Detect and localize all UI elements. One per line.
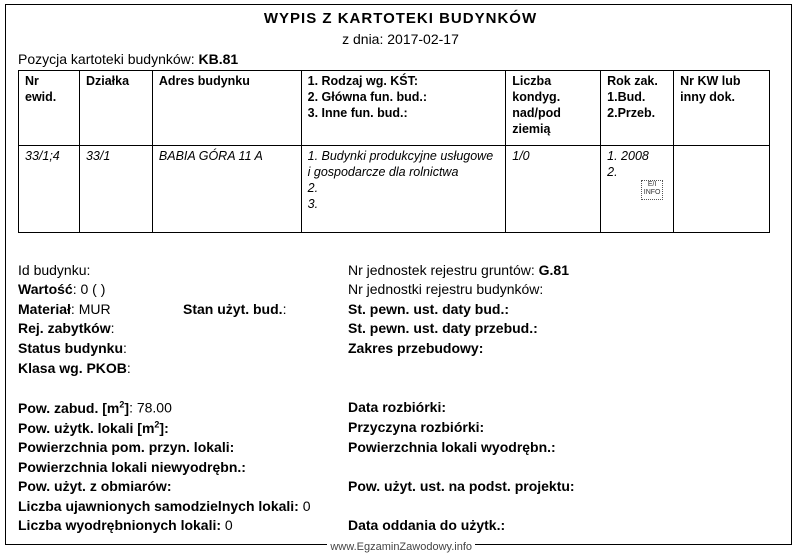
field-pow-niewyodr: Powierzchnia lokali niewyodrębn.: [18, 459, 246, 475]
buildings-table [18, 70, 770, 233]
field-data-rozbiorki: Data rozbiórki: [348, 399, 447, 415]
field-wartosc: Wartość: 0 ( ) [18, 281, 106, 297]
field-data-oddania: Data oddania do użytk.: [348, 517, 506, 533]
field-liczba-ujawn: Liczba ujawnionych samodzielnych lokali: 0 [18, 498, 311, 514]
cell-adres: BABIA GÓRA 11 A [152, 146, 301, 233]
field-id-budynku: Id budynku: [18, 262, 91, 278]
header-rok: Rok zak. 1.Bud. 2.Przeb. [601, 71, 674, 146]
table-row [19, 146, 770, 233]
position-value: KB.81 [198, 51, 239, 67]
cell-rok: 1. 2008 2.E/I INFO [601, 146, 674, 233]
field-przyczyna-rozbiorki: Przyczyna rozbiórki: [348, 419, 485, 435]
cell-nr-ewid: 33/1;4 [19, 146, 80, 233]
field-pow-uzytk: Pow. użytk. lokali $[m^2]$: [18, 419, 169, 436]
info-icon[interactable]: E/I INFO [641, 180, 663, 200]
field-material: Materiał: MUR [18, 301, 111, 317]
field-st-pewn-bud: St. pewn. ust. daty bud.: [348, 301, 509, 317]
field-status: Status budynku: [18, 340, 127, 356]
field-klasa-pkob: Klasa wg. PKOB: [18, 360, 131, 376]
header-liczba-kondygnacji: Liczba kondyg. nad/pod ziemią [506, 71, 601, 146]
field-zakres-przebudowy: Zakres przebudowy: [348, 340, 484, 356]
header-rodzaj: 1. Rodzaj wg. KŚT: 2. Główna fun. bud.: 3. Inne fun. bud.: [301, 71, 506, 146]
document-title: WYPIS Z KARTOTEKI BUDYNKÓW [263, 10, 538, 27]
field-st-pewn-przebud: St. pewn. ust. daty przebud.: [348, 320, 538, 336]
cell-dzialka: 33/1 [79, 146, 152, 233]
table-header-row [19, 71, 770, 146]
document-date: z dnia: 2017-02-17 [342, 31, 459, 47]
field-pow-przyn: Powierzchnia pom. przyn. lokali: [18, 439, 235, 455]
cell-rodzaj: 1. Budynki produkcyjne usługowe i gospodarcze dla rolnictwa 2. 3. [301, 146, 506, 233]
header-dzialka: Działka [79, 71, 152, 146]
header-adres: Adres budynku [152, 71, 301, 146]
header-nr-ewid: Nr ewid. [19, 71, 80, 146]
field-pow-projekt: Pow. użyt. ust. na podst. projektu: [348, 478, 575, 494]
cell-liczba: 1/0 [506, 146, 601, 233]
field-rej-zabytkow: Rej. zabytków: [18, 320, 115, 336]
header-nr-kw: Nr KW lub inny dok. [674, 71, 770, 146]
field-pow-zabud: Pow. zabud. $[m^2]$: 78.00 [18, 399, 172, 416]
watermark: www.EgzaminZawodowy.info [327, 541, 475, 553]
field-liczba-wyodr: Liczba wyodrębnionych lokali: 0 [18, 517, 233, 533]
field-pow-lokali-wyodr: Powierzchnia lokali wyodrębn.: [348, 439, 556, 455]
position-line: Pozycja kartoteki budynków: KB.81 [18, 51, 239, 67]
cell-nr-kw [674, 146, 770, 233]
field-nr-jedn-bud: Nr jednostki rejestru budynków: [348, 281, 544, 297]
field-nr-jedn-grunt: Nr jednostek rejestru gruntów: G.81 [348, 262, 569, 278]
field-stan-uzyt: Stan użyt. bud.: [183, 301, 287, 317]
field-pow-obmiar: Pow. użyt. z obmiarów: [18, 478, 172, 494]
